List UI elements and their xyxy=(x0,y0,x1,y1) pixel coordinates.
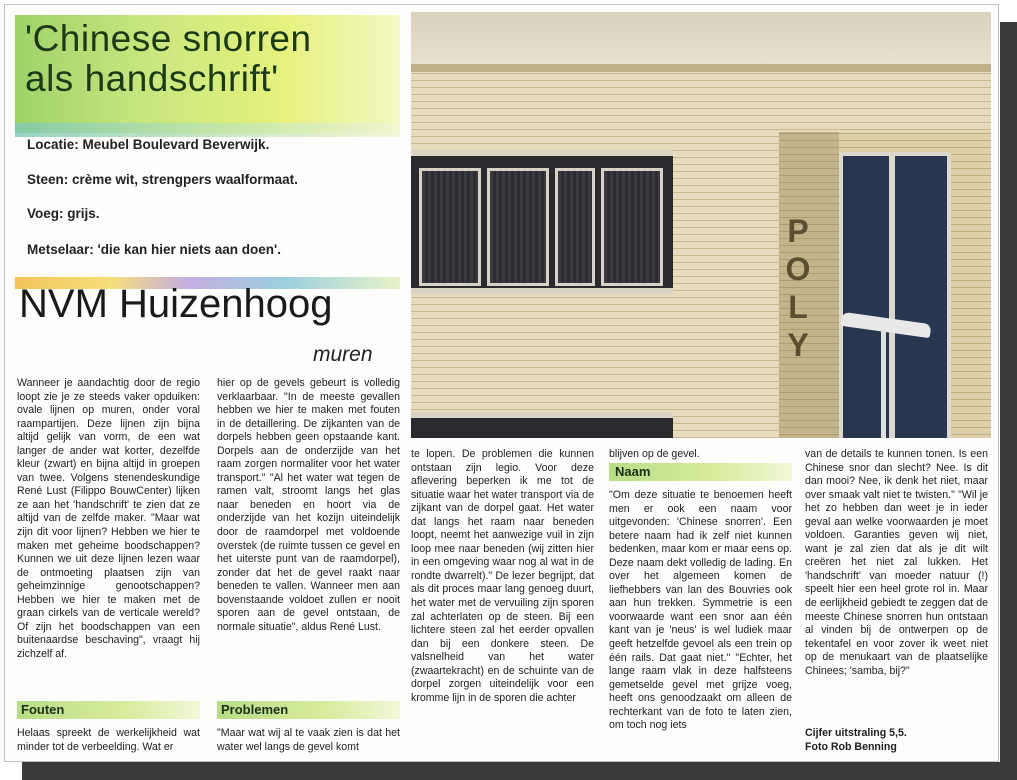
column-4-text: "Om deze situatie te benoemen heeft men er ook een naam voor uitgevonden: 'Chinese snorren'. Een betere naam had ik zelf niet kunnen bedenken, maar kom er maar eens op. Deze naam dekt volledig de lading. En over het algemeen komen de liefhebbers van lan des Bouvries ook aan hun trekken. Symmetrie is een voorwaarde want een snor aan één kant van je 'neus' is wel ludiek maar geeft hetzelfde gevoel als een trein op één rails. Dat gaat niet." "Echter, het lange raam vlak in deze halfsteens gemetselde gevel met grijze voeg, heeft ons genoodzaakt om alleen de rechterkant van de foto te laten zien, om toch nog iets xyxy=(609,489,792,732)
article-column-2-continued xyxy=(217,727,400,757)
subheading-fouten: Fouten xyxy=(21,702,65,717)
photo-sign-letter: P xyxy=(787,213,809,249)
newspaper-clipping xyxy=(4,4,999,762)
photo-sign-letter: L xyxy=(788,289,808,325)
photo-window-pane xyxy=(601,168,663,286)
column-3-text: te lopen. De problemen die kunnen ontstaan zijn legio. Voor deze aflevering beperken ik me tot de situatie waar het water transport via de zijkant van de dorpel gaat. Het water dat langs het raam naar beneden loopt, neemt het aanwezige vuil in zijn loop mee naar beneden (wij zitten hier in een omgeving waar nog al wat in de rondte dwarrelt)." De lezer begrijpt, dat als dit proces maar lang genoeg duurt, het water met de vervuiling zijn sporen zal achterlaten op de steen. Bij een lichtere steen zal het eerder opvallen dan bij een donkere steen. De valsnelheid van het water (zwaartekracht) en de schuinte van de dorpel zorgen uiteindelijk voor een kromme lijn in de sporen die achter xyxy=(411,448,594,704)
headline-line-2: als handschrift' xyxy=(25,58,279,99)
photo-sky xyxy=(411,12,991,67)
series-title: NVM Huizenhoog xyxy=(19,282,333,326)
headline xyxy=(25,19,312,99)
photo-window-pane xyxy=(555,168,595,286)
article-column-4 xyxy=(609,489,792,757)
series-subtitle: muren xyxy=(313,343,373,366)
photo-sign xyxy=(783,212,813,364)
subheading-naam: Naam xyxy=(615,464,651,479)
rating-caption xyxy=(805,727,988,754)
article-column-5 xyxy=(805,448,988,724)
building-photo xyxy=(411,12,991,438)
photo-sign-letter: O xyxy=(785,251,811,287)
photo-credit: Foto Rob Benning xyxy=(805,740,897,753)
photo-window-band xyxy=(411,150,673,294)
photo-window-pane xyxy=(487,168,549,286)
photo-bay-window xyxy=(839,152,951,438)
article-column-3 xyxy=(411,448,594,757)
photo-window-pane xyxy=(419,168,481,286)
headline-accent-bar xyxy=(15,123,400,137)
headline-line-1: 'Chinese snorren xyxy=(25,18,312,59)
article-column-2 xyxy=(217,377,400,703)
article-column-1-continued xyxy=(17,727,200,757)
meta-metselaar: Metselaar: 'die kan hier niets aan doen'. xyxy=(27,242,282,257)
column-5-text: van de details te kunnen tonen. Is een Chinese snor dan slecht? Nee. Is dit dan mooi? Nee, ik denk het niet, maar over smaak valt niet te twisten." "Wil je het zo hebben dan weet je in ieder geval aan welke voorwaarden je moet voldoen. Garanties geven wij niet, want je zal zien dat als je dit wilt creëren het niet zal lukken. Het 'handschrift' van moeder natuur (!) speelt hier een heel grote rol in. Maar de eerlijkheid gebiedt te zeggen dat de meeste Chinese snorren hun ontstaan al vinden bij de ontwerpen op de tekentafel en voor zover ik weet niet op de menukaart van de plaatselijke Chinees; 'samba, bij?" xyxy=(805,448,988,677)
meta-locatie: Locatie: Meubel Boulevard Beverwijk. xyxy=(27,137,270,152)
rating-text: Cijfer uitstraling 5,5. xyxy=(805,727,907,739)
photo-parapet xyxy=(411,64,991,72)
column-1-after-text: Helaas spreekt de werkelijkheid wat minder tot de verbeelding. Wat er xyxy=(17,727,200,753)
photo-lamp-pole xyxy=(881,330,886,438)
photo-bay-mullion xyxy=(889,152,895,438)
meta-voeg: Voeg: grijs. xyxy=(27,206,100,221)
column-1-text: Wanneer je aandachtig door de regio loopt zie je ze steeds vaker opduiken: ovale lijnen op muren, onder voral raampartijen. Deze lijnen zijn bijna altijd gelijk van vorm, de een wat langer de ander wat korter, dezelfde kleur (zwart) en bijna altijd in groepen van twee. Volgens stenendeskundige René Lust (Filippo BouwCenter) lijken ze aan het 'handschrift' te zien dat ze altijd van de zelfde maker. "Maar wat zijn dit voor lijnen? Hebben we hier te maken met geheime boodschappen? Kunnen we uit deze lijnen lezen waar de ontmoeting plaatsen zijn van geheimzinnige genootschappen? Hebben we hier te maken met de graan cirkels van de verticale wereld? Of zijn het boodschappen van een buitenaardse beschaving", vraagt hij zichzelf af. xyxy=(17,377,200,660)
column-2-after-text: "Maar wat wij al te vaak zien is dat het water wel langs de gevel komt xyxy=(217,727,400,753)
page-shadow-right xyxy=(1000,22,1017,780)
subheading-problemen: Problemen xyxy=(221,702,289,717)
meta-steen: Steen: crème wit, strengpers waalformaat. xyxy=(27,172,298,187)
page-shadow-bottom xyxy=(22,762,1017,780)
column-2-text: hier op de gevels gebeurt is volledig verklaarbaar. "In de meeste gevallen hebben we hier te maken met fouten in de detaillering. De zijkanten van de dorpels hebben geen opstaande kant. Dorpels aan de onderzijde van het raam zorgen normaliter voor het water transport." "Al het water wat tegen de ramen valt, stroomt langs het glas naar beneden en hoort via de onderzijde van het kozijn uiteindelijk door de raamdorpel met voldoende overstek (de ruimte tussen ce gevel en het uiterste punt van de raamdorpel), zonder dat het de gevel raakt naar beneden te vallen. Wanneer men aan bovenstaande voldoet zullen er nooit sporen aan de gevel ontstaan, de normale situatie", aldus René Lust. xyxy=(217,377,400,633)
article-column-1 xyxy=(17,377,200,703)
photo-lower-window xyxy=(411,412,673,438)
column-4-top-text: blijven op de gevel. xyxy=(609,448,700,460)
photo-sign-letter: Y xyxy=(787,327,809,363)
article-column-4-top xyxy=(609,448,792,464)
